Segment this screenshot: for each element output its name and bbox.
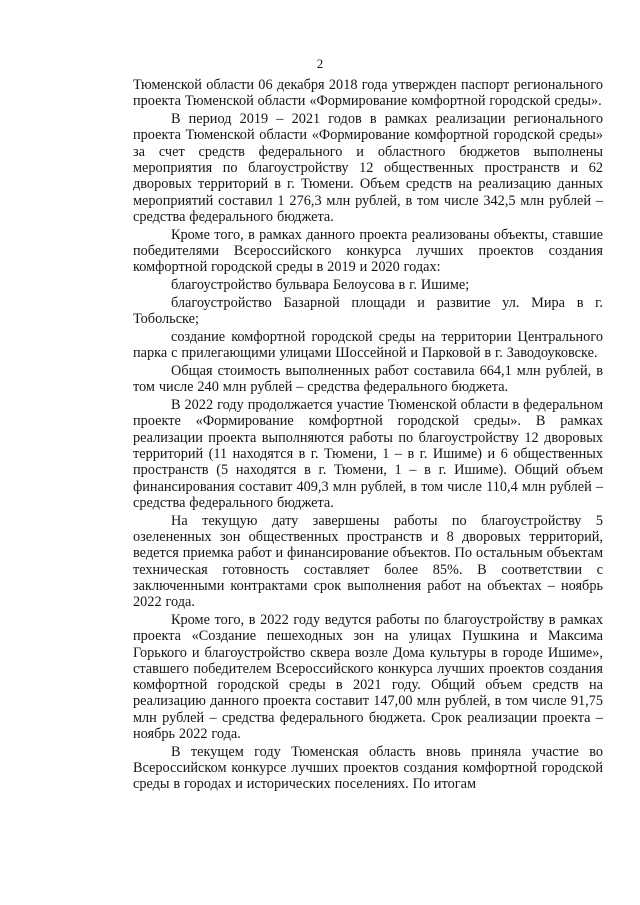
paragraph-ishim-pedestrian-zones: Кроме того, в 2022 году ведутся работы по благоустройству в рамках проекта «Создание пешеходных зон на улицах Пушкина и Максима Горького и благоустройство сквера возле Дома культуры в городе Ишиме», ставшего победителем Всероссийского конкурса лучших проектов создания комфортной городской среды в 2021 году. Общий объем средств на реализацию данного проекта составит 147,00 млн рублей, в том числе 91,75 млн рублей – средства федерального бюджета. Срок реализации проекта – ноябрь 2022 года. [133, 612, 603, 743]
list-item-ishim-boulevard: благоустройство бульвара Белоусова в г. Ишиме; [171, 277, 470, 294]
list-item-tobolsk-square: благоустройство Базарной площади и развитие ул. Мира в г. Тобольске; [133, 294, 603, 328]
paragraph-passport-approval: Тюменской области 06 декабря 2018 года утвержден паспорт регионального проекта Тюменской области «Формирование комфортной городской среды». [133, 77, 603, 110]
page-number: 2 [316, 56, 324, 71]
paragraph-total-cost: Общая стоимость выполненных работ составила 664,1 млн рублей, в том числе 240 млн рублей – средства федерального бюджета. [133, 363, 603, 396]
paragraph-2022-participation: В 2022 году продолжается участие Тюменской области в федеральном проекте «Формирование комфортной городской среды». В рамках реализации проекта выполняются работы по благоустройству 12 дворовых территорий (11 находятся в г. Тюмени, 1 – в г. Ишиме) и 6 общественных пространств (5 находятся в г. Тюмени, 1 – в г. Ишиме). Общий объем финансирования составит 409,3 млн рублей, в том числе 110,4 млн рублей – средства федерального бюджета. [133, 397, 603, 511]
paragraph-2019-2021-results: В период 2019 – 2021 годов в рамках реализации регионального проекта Тюменской области «Формирование комфортной городской среды» за счет средств федерального и областного бюджетов выполнены мероприятия по благоустройству 12 общественных пространств и 62 дворовых территорий в г. Тюмени. Объем средств на реализацию данных мероприятий составил 1 276,3 млн рублей, в том числе 342,5 млн рублей – средства федерального бюджета. [133, 111, 603, 225]
paragraph-current-year-contest: В текущем году Тюменская область вновь приняла участие во Всероссийском конкурсе лучших проектов создания комфортной городской среды в городах и исторических поселениях. По итогам [133, 743, 603, 793]
paragraph-current-status: На текущую дату завершены работы по благоустройству 5 озелененных зон общественных пространств и 8 дворовых территорий, ведется приемка работ и финансирование объектов. По остальным объектам техническая готовность составляет более 85%. В соответствии с заключенными контрактами срок выполнения работ на объектах – ноябрь 2022 года. [133, 512, 603, 611]
document-body [133, 77, 603, 794]
list-item-zavodoukovsk-park: создание комфортной городской среды на территории Центрального парка с прилегающими улицами Шоссейной и Парковой в г. Заводоуковске. [133, 328, 603, 362]
paragraph-contest-winners-intro: Кроме того, в рамках данного проекта реализованы объекты, ставшие победителями Всероссийского конкурса лучших проектов создания комфортной городской среды в 2019 и 2020 годах: [133, 226, 603, 276]
